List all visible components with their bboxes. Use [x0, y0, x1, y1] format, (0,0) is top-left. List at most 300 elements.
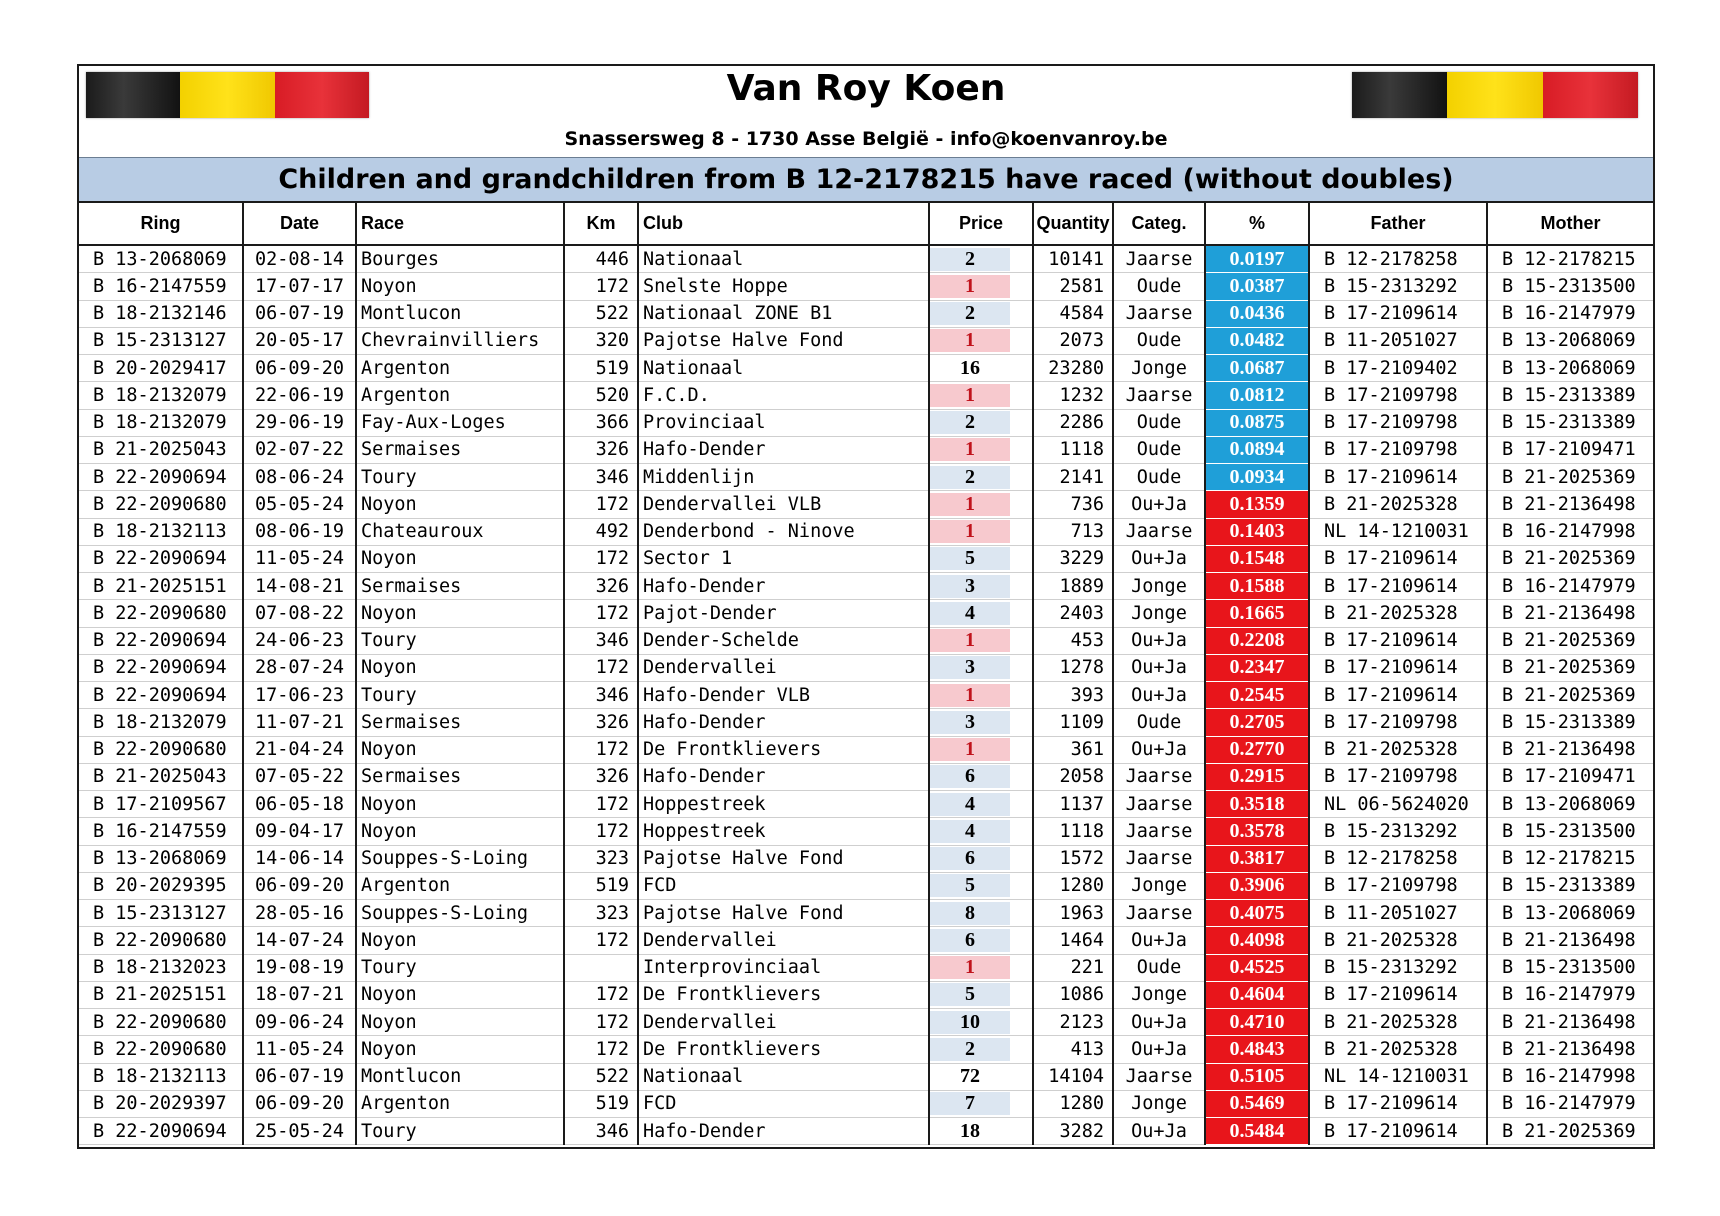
price-badge: 5 [930, 983, 1010, 1006]
quantity-cell: 1464 [1033, 927, 1113, 954]
date-cell: 14-08-21 [243, 573, 356, 600]
ring-cell: B 16-2147559 [79, 273, 243, 300]
quantity-cell: 736 [1033, 491, 1113, 518]
ring-cell: B 22-2090680 [79, 1009, 243, 1036]
club-cell: Nationaal ZONE B1 [638, 300, 929, 327]
father-cell: B 12-2178258 [1309, 845, 1487, 872]
father-cell: NL 14-1210031 [1309, 518, 1487, 545]
ring-cell: B 22-2090680 [79, 927, 243, 954]
percent-cell: 0.3906 [1205, 872, 1309, 899]
price-badge: 1 [930, 329, 1010, 352]
race-cell: Argenton [356, 872, 564, 899]
table-row [79, 518, 1653, 545]
price-cell [929, 573, 1033, 600]
percent-cell: 0.0687 [1205, 355, 1309, 382]
race-cell: Toury [356, 464, 564, 491]
quantity-cell: 393 [1033, 682, 1113, 709]
price-badge: 1 [930, 629, 1010, 652]
race-cell: Toury [356, 682, 564, 709]
km-cell: 326 [564, 763, 638, 790]
table-row [79, 791, 1653, 818]
category-cell: Jaarse [1113, 818, 1205, 845]
race-cell: Noyon [356, 736, 564, 763]
price-cell [929, 981, 1033, 1008]
category-cell: Oude [1113, 954, 1205, 981]
km-cell: 522 [564, 1063, 638, 1090]
table-row [79, 382, 1653, 409]
column-header: Categ. [1113, 202, 1205, 245]
column-header: Date [243, 202, 356, 245]
price-cell [929, 327, 1033, 354]
date-cell: 17-06-23 [243, 682, 356, 709]
race-cell: Noyon [356, 1009, 564, 1036]
category-cell: Ou+Ja [1113, 545, 1205, 572]
mother-cell: B 13-2068069 [1487, 791, 1653, 818]
father-cell: B 17-2109614 [1309, 1090, 1487, 1117]
quantity-cell: 2581 [1033, 273, 1113, 300]
mother-cell: B 21-2136498 [1487, 1009, 1653, 1036]
father-cell: B 21-2025328 [1309, 491, 1487, 518]
category-cell: Jaarse [1113, 245, 1205, 273]
ring-cell: B 18-2132113 [79, 518, 243, 545]
club-cell: Denderbond - Ninove [638, 518, 929, 545]
price-cell [929, 355, 1033, 382]
race-cell: Toury [356, 954, 564, 981]
price-badge: 18 [960, 1119, 980, 1142]
subtitle-bar: Children and grandchildren from B 12-2178215 have raced (without doubles) [79, 157, 1653, 203]
father-cell: B 21-2025328 [1309, 927, 1487, 954]
km-cell: 172 [564, 927, 638, 954]
km-cell: 346 [564, 627, 638, 654]
category-cell: Ou+Ja [1113, 1118, 1205, 1145]
column-header: % [1205, 202, 1309, 245]
date-cell: 20-05-17 [243, 327, 356, 354]
date-cell: 07-05-22 [243, 763, 356, 790]
category-cell: Ou+Ja [1113, 927, 1205, 954]
date-cell: 06-07-19 [243, 1063, 356, 1090]
race-cell: Noyon [356, 791, 564, 818]
quantity-cell: 3282 [1033, 1118, 1113, 1145]
percent-cell: 0.0894 [1205, 436, 1309, 463]
column-header: Quantity [1033, 202, 1113, 245]
ring-cell: B 21-2025151 [79, 981, 243, 1008]
club-cell: Hafo-Dender VLB [638, 682, 929, 709]
ring-cell: B 22-2090694 [79, 545, 243, 572]
ring-cell: B 18-2132023 [79, 954, 243, 981]
table-row [79, 355, 1653, 382]
mother-cell: B 21-2136498 [1487, 1036, 1653, 1063]
race-cell: Noyon [356, 1036, 564, 1063]
km-cell: 519 [564, 1090, 638, 1117]
mother-cell: B 12-2178215 [1487, 845, 1653, 872]
ring-cell: B 18-2132079 [79, 409, 243, 436]
category-cell: Jonge [1113, 355, 1205, 382]
club-cell: Hoppestreek [638, 818, 929, 845]
price-badge: 6 [930, 929, 1010, 952]
price-cell [929, 600, 1033, 627]
date-cell: 18-07-21 [243, 981, 356, 1008]
race-cell: Fay-Aux-Loges [356, 409, 564, 436]
ring-cell: B 18-2132079 [79, 382, 243, 409]
percent-cell: 0.5484 [1205, 1118, 1309, 1145]
table-row [79, 409, 1653, 436]
father-cell: B 17-2109614 [1309, 682, 1487, 709]
percent-cell: 0.2770 [1205, 736, 1309, 763]
table-header-row [79, 202, 1653, 245]
category-cell: Ou+Ja [1113, 736, 1205, 763]
price-badge: 8 [930, 902, 1010, 925]
table-row [79, 464, 1653, 491]
quantity-cell: 14104 [1033, 1063, 1113, 1090]
club-cell: De Frontklievers [638, 736, 929, 763]
price-cell [929, 464, 1033, 491]
table-row [79, 845, 1653, 872]
mother-cell: B 15-2313389 [1487, 409, 1653, 436]
date-cell: 02-07-22 [243, 436, 356, 463]
race-cell: Argenton [356, 355, 564, 382]
price-badge: 1 [930, 684, 1010, 707]
quantity-cell: 1109 [1033, 709, 1113, 736]
date-cell: 05-05-24 [243, 491, 356, 518]
category-cell: Jaarse [1113, 845, 1205, 872]
father-cell: B 17-2109614 [1309, 1118, 1487, 1145]
table-row [79, 1036, 1653, 1063]
percent-cell: 0.5105 [1205, 1063, 1309, 1090]
price-cell [929, 736, 1033, 763]
date-cell: 24-06-23 [243, 627, 356, 654]
club-cell: Nationaal [638, 245, 929, 273]
km-cell: 323 [564, 900, 638, 927]
race-cell: Noyon [356, 545, 564, 572]
race-cell: Souppes-S-Loing [356, 845, 564, 872]
price-badge: 1 [930, 493, 1010, 516]
km-cell: 172 [564, 654, 638, 681]
table-row [79, 1063, 1653, 1090]
club-cell: Middenlijn [638, 464, 929, 491]
date-cell: 09-04-17 [243, 818, 356, 845]
table-row [79, 872, 1653, 899]
date-cell: 28-07-24 [243, 654, 356, 681]
price-cell [929, 1118, 1033, 1145]
km-cell: 519 [564, 355, 638, 382]
mother-cell: B 21-2136498 [1487, 927, 1653, 954]
mother-cell: B 15-2313389 [1487, 709, 1653, 736]
mother-cell: B 21-2136498 [1487, 491, 1653, 518]
price-badge: 6 [930, 765, 1010, 788]
category-cell: Oude [1113, 436, 1205, 463]
ring-cell: B 22-2090680 [79, 600, 243, 627]
category-cell: Jonge [1113, 573, 1205, 600]
column-header: Club [638, 202, 929, 245]
percent-cell: 0.0387 [1205, 273, 1309, 300]
race-cell: Noyon [356, 654, 564, 681]
ring-cell: B 22-2090680 [79, 736, 243, 763]
club-cell: Sector 1 [638, 545, 929, 572]
date-cell: 25-05-24 [243, 1118, 356, 1145]
ring-cell: B 21-2025043 [79, 436, 243, 463]
table-row [79, 763, 1653, 790]
price-badge: 1 [930, 956, 1010, 979]
percent-cell: 0.3578 [1205, 818, 1309, 845]
price-cell [929, 954, 1033, 981]
quantity-cell: 453 [1033, 627, 1113, 654]
date-cell: 14-07-24 [243, 927, 356, 954]
km-cell: 366 [564, 409, 638, 436]
category-cell: Jaarse [1113, 300, 1205, 327]
date-cell: 07-08-22 [243, 600, 356, 627]
km-cell: 326 [564, 709, 638, 736]
race-cell: Sermaises [356, 573, 564, 600]
price-cell [929, 654, 1033, 681]
mother-cell: B 15-2313389 [1487, 382, 1653, 409]
table-row [79, 300, 1653, 327]
club-cell: Dender-Schelde [638, 627, 929, 654]
ring-cell: B 20-2029395 [79, 872, 243, 899]
price-badge: 3 [930, 711, 1010, 734]
ring-cell: B 18-2132079 [79, 709, 243, 736]
category-cell: Jaarse [1113, 900, 1205, 927]
price-badge: 2 [930, 411, 1010, 434]
club-cell: Pajotse Halve Fond [638, 327, 929, 354]
category-cell: Ou+Ja [1113, 627, 1205, 654]
price-badge: 2 [930, 466, 1010, 489]
race-cell: Toury [356, 1118, 564, 1145]
category-cell: Oude [1113, 273, 1205, 300]
date-cell: 28-05-16 [243, 900, 356, 927]
price-cell [929, 845, 1033, 872]
mother-cell: B 21-2025369 [1487, 545, 1653, 572]
price-cell [929, 382, 1033, 409]
quantity-cell: 1232 [1033, 382, 1113, 409]
race-cell: Chateauroux [356, 518, 564, 545]
price-badge: 1 [930, 520, 1010, 543]
mother-cell: B 16-2147979 [1487, 981, 1653, 1008]
mother-cell: B 15-2313389 [1487, 872, 1653, 899]
km-cell: 172 [564, 600, 638, 627]
table-row [79, 736, 1653, 763]
km-cell: 519 [564, 872, 638, 899]
percent-cell: 0.0934 [1205, 464, 1309, 491]
category-cell: Ou+Ja [1113, 1009, 1205, 1036]
table-row [79, 981, 1653, 1008]
mother-cell: B 15-2313500 [1487, 954, 1653, 981]
percent-cell: 0.0812 [1205, 382, 1309, 409]
price-badge: 2 [930, 248, 1010, 271]
quantity-cell: 2073 [1033, 327, 1113, 354]
quantity-cell: 1280 [1033, 1090, 1113, 1117]
percent-cell: 0.4098 [1205, 927, 1309, 954]
date-cell: 21-04-24 [243, 736, 356, 763]
club-cell: F.C.D. [638, 382, 929, 409]
race-cell: Sermaises [356, 436, 564, 463]
ring-cell: B 22-2090694 [79, 682, 243, 709]
mother-cell: B 16-2147998 [1487, 518, 1653, 545]
race-cell: Noyon [356, 491, 564, 518]
km-cell: 172 [564, 981, 638, 1008]
km-cell [564, 954, 638, 981]
price-cell [929, 627, 1033, 654]
percent-cell: 0.2705 [1205, 709, 1309, 736]
father-cell: B 12-2178258 [1309, 245, 1487, 273]
category-cell: Oude [1113, 409, 1205, 436]
father-cell: B 17-2109798 [1309, 763, 1487, 790]
quantity-cell: 361 [1033, 736, 1113, 763]
mother-cell: B 16-2147979 [1487, 573, 1653, 600]
mother-cell: B 13-2068069 [1487, 327, 1653, 354]
quantity-cell: 2141 [1033, 464, 1113, 491]
race-cell: Sermaises [356, 763, 564, 790]
category-cell: Ou+Ja [1113, 1036, 1205, 1063]
category-cell: Jonge [1113, 872, 1205, 899]
category-cell: Ou+Ja [1113, 491, 1205, 518]
race-cell: Noyon [356, 927, 564, 954]
km-cell: 446 [564, 245, 638, 273]
date-cell: 02-08-14 [243, 245, 356, 273]
price-cell [929, 709, 1033, 736]
mother-cell: B 21-2136498 [1487, 600, 1653, 627]
price-cell [929, 682, 1033, 709]
mother-cell: B 21-2025369 [1487, 1118, 1653, 1145]
price-badge: 3 [930, 656, 1010, 679]
table-row [79, 545, 1653, 572]
category-cell: Jaarse [1113, 791, 1205, 818]
table-row [79, 682, 1653, 709]
results-table [79, 202, 1653, 1145]
ring-cell: B 20-2029397 [79, 1090, 243, 1117]
percent-cell: 0.5469 [1205, 1090, 1309, 1117]
ring-cell: B 15-2313127 [79, 900, 243, 927]
table-row [79, 600, 1653, 627]
club-cell: Pajotse Halve Fond [638, 845, 929, 872]
date-cell: 06-09-20 [243, 355, 356, 382]
date-cell: 19-08-19 [243, 954, 356, 981]
table-row [79, 927, 1653, 954]
mother-cell: B 16-2147998 [1487, 1063, 1653, 1090]
quantity-cell: 1118 [1033, 436, 1113, 463]
club-cell: Hafo-Dender [638, 573, 929, 600]
father-cell: NL 14-1210031 [1309, 1063, 1487, 1090]
mother-cell: B 21-2025369 [1487, 464, 1653, 491]
km-cell: 172 [564, 1009, 638, 1036]
price-badge: 1 [930, 438, 1010, 461]
price-badge: 2 [930, 302, 1010, 325]
date-cell: 06-09-20 [243, 1090, 356, 1117]
table-row [79, 245, 1653, 273]
km-cell: 320 [564, 327, 638, 354]
father-cell: B 17-2109402 [1309, 355, 1487, 382]
father-cell: B 21-2025328 [1309, 600, 1487, 627]
table-row [79, 491, 1653, 518]
km-cell: 346 [564, 682, 638, 709]
page-title: Van Roy Koen [726, 68, 1006, 109]
price-badge: 16 [960, 356, 980, 379]
club-cell: Nationaal [638, 355, 929, 382]
percent-cell: 0.2545 [1205, 682, 1309, 709]
mother-cell: B 12-2178215 [1487, 245, 1653, 273]
race-cell: Montlucon [356, 300, 564, 327]
percent-cell: 0.1403 [1205, 518, 1309, 545]
table-row [79, 900, 1653, 927]
race-cell: Noyon [356, 273, 564, 300]
club-cell: Dendervallei [638, 1009, 929, 1036]
price-cell [929, 300, 1033, 327]
club-cell: Dendervallei [638, 654, 929, 681]
price-badge: 4 [930, 820, 1010, 843]
club-cell: Hafo-Dender [638, 763, 929, 790]
price-cell [929, 518, 1033, 545]
father-cell: B 17-2109798 [1309, 436, 1487, 463]
price-cell [929, 491, 1033, 518]
km-cell: 172 [564, 545, 638, 572]
price-cell [929, 1063, 1033, 1090]
father-cell: B 15-2313292 [1309, 954, 1487, 981]
ring-cell: B 18-2132113 [79, 1063, 243, 1090]
race-cell: Sermaises [356, 709, 564, 736]
quantity-cell: 1278 [1033, 654, 1113, 681]
club-cell: Hafo-Dender [638, 1118, 929, 1145]
ring-cell: B 20-2029417 [79, 355, 243, 382]
price-badge: 4 [930, 602, 1010, 625]
category-cell: Oude [1113, 327, 1205, 354]
date-cell: 08-06-19 [243, 518, 356, 545]
percent-cell: 0.1665 [1205, 600, 1309, 627]
price-badge: 1 [930, 738, 1010, 761]
quantity-cell: 413 [1033, 1036, 1113, 1063]
father-cell: B 21-2025328 [1309, 736, 1487, 763]
table-row [79, 1009, 1653, 1036]
mother-cell: B 17-2109471 [1487, 763, 1653, 790]
club-cell: FCD [638, 872, 929, 899]
price-cell [929, 818, 1033, 845]
mother-cell: B 17-2109471 [1487, 436, 1653, 463]
price-badge: 3 [930, 575, 1010, 598]
percent-cell: 0.0197 [1205, 245, 1309, 273]
km-cell: 326 [564, 573, 638, 600]
price-badge: 10 [930, 1011, 1010, 1034]
category-cell: Oude [1113, 464, 1205, 491]
price-cell [929, 1036, 1033, 1063]
date-cell: 17-07-17 [243, 273, 356, 300]
club-cell: Pajotse Halve Fond [638, 900, 929, 927]
table-row [79, 654, 1653, 681]
percent-cell: 0.4604 [1205, 981, 1309, 1008]
quantity-cell: 1963 [1033, 900, 1113, 927]
race-cell: Argenton [356, 1090, 564, 1117]
club-cell: De Frontklievers [638, 981, 929, 1008]
quantity-cell: 1137 [1033, 791, 1113, 818]
club-cell: Pajot-Dender [638, 600, 929, 627]
father-cell: B 17-2109614 [1309, 545, 1487, 572]
price-badge: 72 [960, 1065, 980, 1088]
ring-cell: B 22-2090694 [79, 1118, 243, 1145]
father-cell: B 17-2109614 [1309, 981, 1487, 1008]
quantity-cell: 2403 [1033, 600, 1113, 627]
km-cell: 323 [564, 845, 638, 872]
table-row [79, 327, 1653, 354]
table-row [79, 954, 1653, 981]
price-cell [929, 927, 1033, 954]
date-cell: 06-09-20 [243, 872, 356, 899]
father-cell: B 21-2025328 [1309, 1009, 1487, 1036]
price-cell [929, 1090, 1033, 1117]
mother-cell: B 21-2025369 [1487, 682, 1653, 709]
mother-cell: B 21-2025369 [1487, 627, 1653, 654]
table-row [79, 627, 1653, 654]
quantity-cell: 3229 [1033, 545, 1113, 572]
father-cell: B 17-2109614 [1309, 627, 1487, 654]
price-cell [929, 763, 1033, 790]
date-cell: 11-05-24 [243, 545, 356, 572]
